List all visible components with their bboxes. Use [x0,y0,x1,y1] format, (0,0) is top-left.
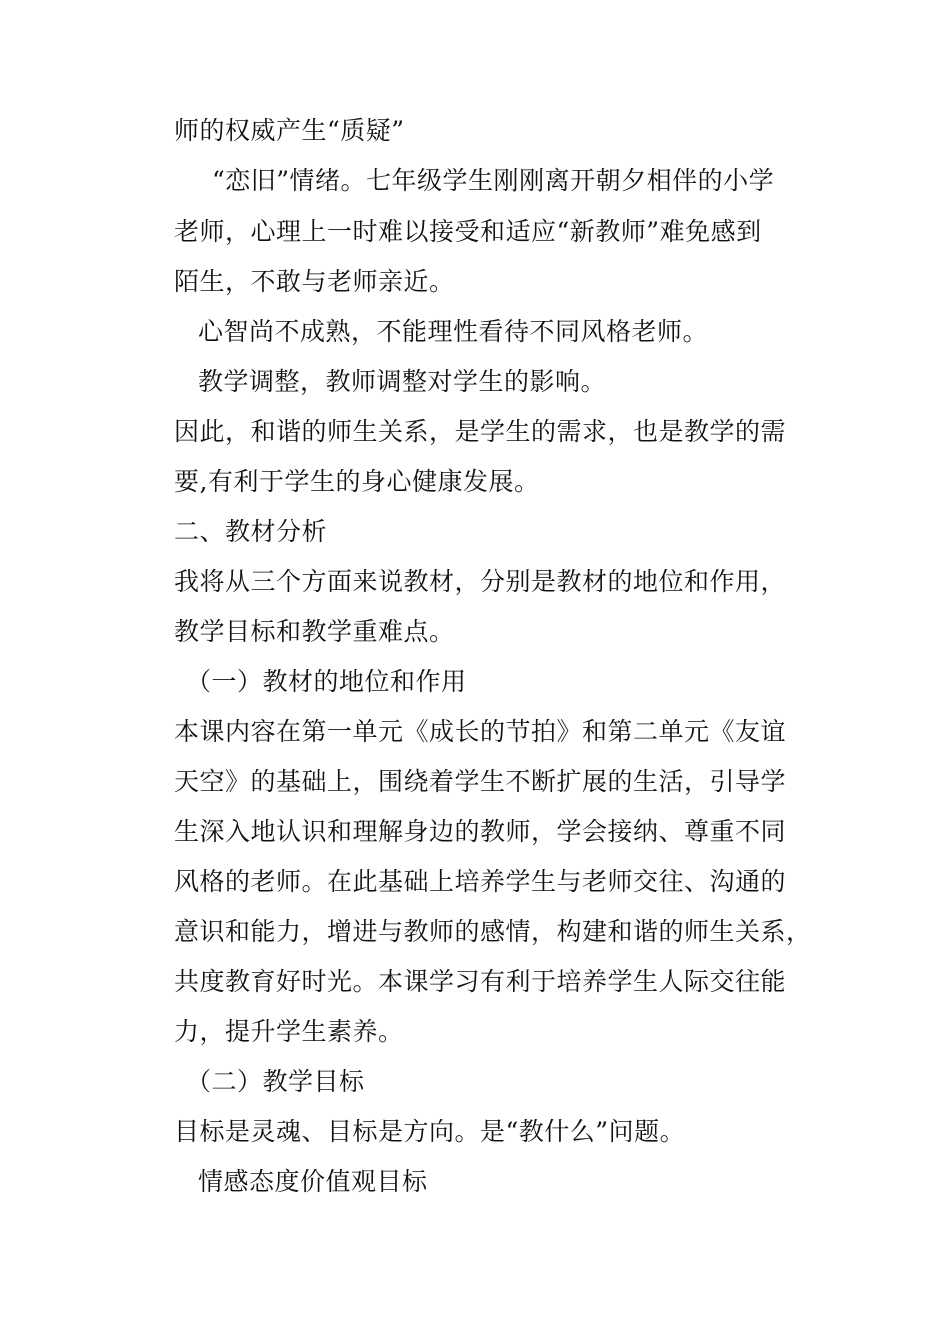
text-line: 目标是灵魂、目标是方向。是“教什么”问题。 [174,1117,686,1146]
text-line: 老师，心理上一时难以接受和适应“新教师”难免感到 [174,217,762,246]
text-line: 风格的老师。在此基础上培养学生与老师交往、沟通的 [174,867,787,896]
text-line: 教学目标和教学重难点。 [174,617,455,646]
text-line: 教学调整，教师调整对学生的影响。 [198,367,607,396]
text-line: 心智尚不成熟，不能理性看待不同风格老师。 [198,317,709,346]
text-line: 力，提升学生素养。 [174,1017,404,1046]
text-line: 要,有利于学生的身心健康发展。 [174,467,540,496]
text-line: 师的权威产生“质疑” [174,116,405,145]
text-line: 天空》的基础上，围绕着学生不断扩展的生活，引导学 [174,767,787,796]
text-line: 情感态度价值观目标 [198,1167,428,1196]
text-line: 共度教育好时光。本课学习有利于培养学生人际交往能 [174,967,787,996]
text-line: 陌生，不敢与老师亲近。 [174,267,455,296]
subsection-heading: （一）教材的地位和作用 [186,667,467,696]
text-line: 我将从三个方面来说教材，分别是教材的地位和作用， [174,567,787,596]
subsection-heading: （二）教学目标 [186,1067,365,1096]
text-line: “恋旧”情绪。七年级学生刚刚离开朝夕相伴的小学 [212,166,775,195]
text-line: 意识和能力，增进与教师的感情，构建和谐的师生关系， [174,917,812,946]
section-heading: 二、教材分析 [174,517,328,546]
text-line: 本课内容在第一单元《成长的节拍》和第二单元《友谊 [174,717,787,746]
text-line: 生深入地认识和理解身边的教师，学会接纳、尊重不同 [174,817,787,846]
text-line: 因此，和谐的师生关系，是学生的需求，也是教学的需 [174,417,787,446]
